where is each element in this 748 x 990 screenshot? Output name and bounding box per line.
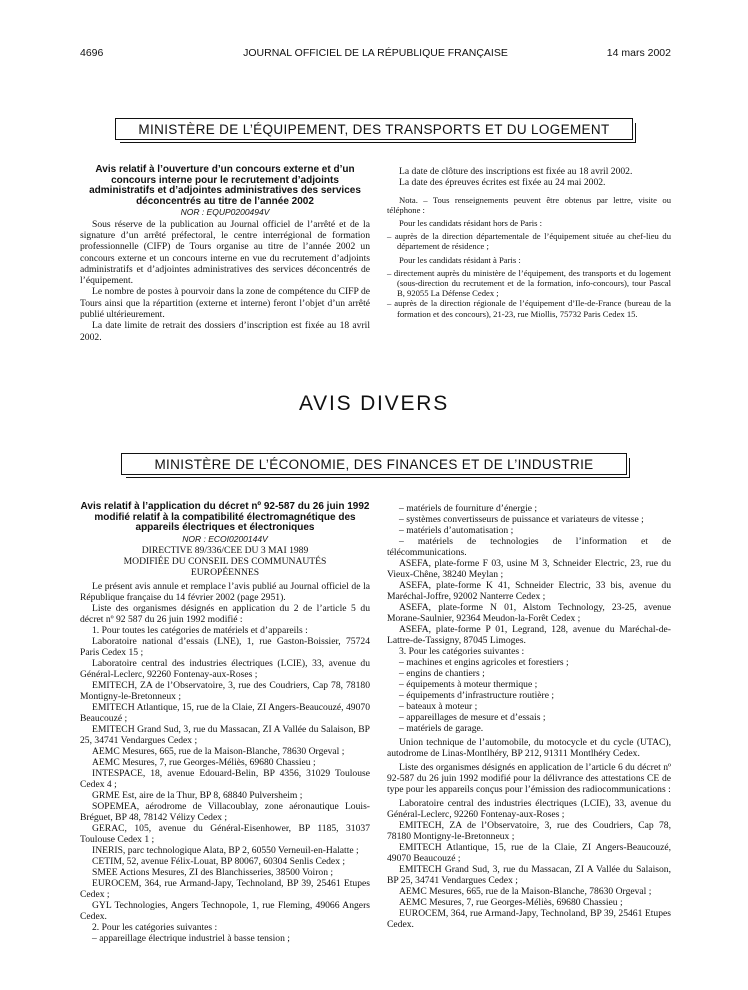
organism-entry: Laboratoire central des industries électriques (LCIE), 33, avenue du Général-Leclerc, 92260 Fontenay-aux-Roses ; (80, 657, 370, 680)
organism-entry: ASEFA, plate-forme K 41, Schneider Electric, 33 bis, avenue du Maréchal-Joffre, 92002 Nanterre Cedex ; (387, 580, 671, 602)
avis1-paris: Pour les candidats résidant à Paris : (399, 254, 521, 265)
utac-entry: Union technique de l’automobile, du motocycle et du cycle (UTAC), autodrome de Linas-Montlhéry, BP 212, 91311 Montlhéry Cedex. (387, 737, 671, 759)
avis2-title: Avis relatif à l’application du décret nº 92-587 du 26 juin 1992 modifié relatif à la compatibilité électromagnétique des appareils électriques et électroniques (80, 501, 370, 534)
organism-entry: EUROCEM, 364, rue Armand-Japy, Technoland, BP 39, 25461 Etupes Cedex. (387, 908, 671, 930)
ministry-title: MINISTÈRE DE L’ÉCONOMIE, DES FINANCES ET DE L’INDUSTRIE (154, 457, 594, 472)
issue-date: 14 mars 2002 (606, 47, 671, 59)
category-item: – bateaux à moteur ; (399, 701, 478, 712)
category-item: – équipements à moteur thermique ; (399, 679, 538, 690)
organism-entry: GRME Est, aire de la Thur, BP 8, 68840 Pulversheim ; (92, 789, 303, 801)
avis1-nor: NOR : EQUP0200494V (180, 207, 270, 218)
organism-entry: EMITECH Grand Sud, 3, rue du Massacan, ZI A Vallée du Salaison, BP 25, 34741 Vendargues Cedex ; (387, 864, 671, 886)
avis1-para-3: La date limite de retrait des dossiers d’inscription est fixée au 18 avril 2002. (80, 320, 370, 343)
organism-entry: EMITECH Atlantique, 15, rue de la Claie, ZI Angers-Beaucouzé, 49070 Beaucouzé ; (387, 842, 671, 864)
avis1-note: Nota. – Tous renseignements peuvent être obtenus par lettre, visite ou téléphone : (387, 194, 671, 215)
category-item: – appareillage électrique industriel à basse tension ; (92, 932, 290, 944)
ministry-box-economie (121, 453, 627, 475)
organism-entry: EMITECH Grand Sud, 3, rue du Massacan, ZI A Vallée du Salaison, BP 25, 34741 Vendargues Cedex ; (80, 723, 370, 746)
avis1-para-2: Le nombre de postes à pourvoir dans la zone de compétence du CIFP de Tours ainsi que la répartition (externe et interne) feront l’objet d’un arrêté publié ultérieurement. (80, 286, 370, 321)
organism-entry: EMITECH, ZA de l’Observatoire, 3, rue des Coudriers, Cap 78, 78180 Montigny-le-Bretonneux ; (80, 679, 370, 702)
organism-entry: SOPEMEA, aérodrome de Villacoublay, zone aéronautique Louis-Bréguet, BP 48, 78142 Vélizy Cedex ; (80, 800, 370, 823)
avis2-right-column (387, 503, 671, 930)
organism-entry: ASEFA, plate-forme N 01, Alstom Technology, 23-25, avenue Morane-Saulnier, 92364 Meudon-la-Forêt Cedex ; (387, 602, 671, 624)
avis1-paris-item: – directement auprès du ministère de l’équipement, des transports et du logement (sous-direction du recrutement et de la formation, info-concours), tour Pascal B, 92055 La Défense Cedex ; (387, 267, 671, 299)
article6-intro: Liste des organismes désignés en application de l’article 6 du décret nº 92-587 du 26 juin 1992 modifié pour la délivrance des attestations CE de type pour les appareils conçus pour l’émission des radiocommunications : (387, 762, 671, 795)
ministry-box-equipement (115, 118, 633, 140)
organism-entry: GERAC, 105, avenue du Général-Eisenhower, BP 1185, 31037 Toulouse Cedex 1 ; (80, 822, 370, 845)
section-heading: 1. Pour toutes les catégories de matériels et d’appareils : (92, 624, 308, 636)
organism-entry: INERIS, parc technologique Alata, BP 2, 60550 Verneuil-en-Halatte ; (92, 844, 359, 856)
avis1-hors-paris: Pour les candidats résidant hors de Paris : (399, 218, 542, 228)
category-item: – appareillages de mesure et d’essais ; (399, 712, 546, 723)
organism-entry: GYL Technologies, Angers Technopole, 1, rue Fleming, 49066 Angers Cedex. (80, 899, 370, 922)
avis2-intro: Liste des organismes désignés en application du 2 de l’article 5 du décret nº 92 587 du 26 juin 1992 modifié : (80, 602, 370, 625)
organism-entry: ASEFA, plate-forme F 03, usine M 3, Schneider Electric, 23, rue du Vieux-Chêne, 38240 Meylan ; (387, 558, 671, 580)
avis2-intro: Le présent avis annule et remplace l’avis publié au Journal officiel de la République française du 14 février 2002 (page 2951). (80, 580, 370, 603)
organism-entry: SMEE Actions Mesures, ZI des Blanchisseries, 38500 Voiron ; (92, 866, 334, 878)
avis1-right-column (387, 166, 671, 319)
avis1-hors-paris-item: – auprès de la direction départementale de l’équipement située au chef-lieu du département de résidence ; (387, 231, 671, 252)
page-number: 4696 (80, 47, 104, 59)
avis1-cloture: La date de clôture des inscriptions est fixée au 18 avril 2002. (399, 166, 633, 177)
organism-entry: EUROCEM, 364, rue Armand-Japy, Technoland, BP 39, 25461 Etupes Cedex ; (80, 877, 370, 900)
organism-entry: CETIM, 52, avenue Félix-Louat, BP 80067, 60304 Senlis Cedex ; (92, 855, 346, 867)
directive-heading: DIRECTIVE 89/336/CEE DU 3 MAI 1989 MODIFIÉE DU CONSEIL DES COMMUNAUTÉS EUROPÉENNES (123, 544, 327, 578)
category-item: – engins de chantiers ; (399, 668, 485, 679)
ministry-title: MINISTÈRE DE L’ÉQUIPEMENT, DES TRANSPORTS ET DU LOGEMENT (138, 122, 610, 137)
organism-entry: Laboratoire central des industries électriques (LCIE), 33, avenue du Général-Leclerc, 92260 Fontenay-aux-Roses ; (387, 798, 671, 820)
organism-entry: Laboratoire national d’essais (LNE), 1, rue Gaston-Boissier, 75724 Paris Cedex 15 ; (80, 635, 370, 658)
running-header (80, 47, 671, 61)
avis1-epreuves: La date des épreuves écrites est fixée au 24 mai 2002. (399, 177, 606, 189)
organism-entry: EMITECH, ZA de l’Observatoire, 3, rue des Coudriers, Cap 78, 78180 Montigny-le-Bretonneux ; (387, 820, 671, 842)
category-item: – matériels de technologies de l’information et de télécommunications. (387, 536, 671, 558)
organism-entry: AEMC Mesures, 665, rue de la Maison-Blanche, 78630 Orgeval ; (399, 886, 652, 897)
organism-entry: AEMC Mesures, 7, rue Georges-Méliès, 69680 Chassieu ; (92, 756, 316, 768)
avis2-left-column (80, 502, 370, 944)
organisms-list (387, 558, 671, 646)
section-heading-avis-divers: AVIS DIVERS (298, 392, 450, 415)
organism-entry: AEMC Mesures, 665, rue de la Maison-Blanche, 78630 Orgeval ; (92, 745, 345, 757)
avis1-left-column (80, 165, 370, 343)
category-list (387, 657, 671, 734)
avis2-nor: NOR : ECOI0200144V (182, 533, 268, 544)
category-item: – matériels d’automatisation ; (399, 525, 514, 536)
avis1-title: Avis relatif à l’ouverture d’un concours externe et d’un concours interne pour le recrutement d’adjoints administratifs et d’adjointes administratives des services déconcentrés au titre de l’année 2002 (89, 164, 361, 207)
section-heading: 3. Pour les catégories suivantes : (399, 646, 525, 657)
journal-title: JOURNAL OFFICIEL DE LA RÉPUBLIQUE FRANÇAISE (243, 47, 508, 59)
category-item: – matériels de garage. (399, 723, 484, 734)
category-item: – systèmes convertisseurs de puissance et variateurs de vitesse ; (399, 514, 644, 525)
organisms-list (80, 636, 370, 922)
category-list (387, 503, 671, 558)
avis1-para-1: Sous réserve de la publication au Journal officiel de l’arrêté et de la signature d’un arrêté préfectoral, le centre interrégional de formation professionnelle (CIFP) de Tours organise au titre de l’année 2002 un concours externe et un concours interne en vue du recrutement d’adjoints administratifs et d’adjointes administratives des services déconcentrés de l’équipement. (80, 218, 370, 287)
organism-entry: AEMC Mesures, 7, rue Georges-Méliès, 69680 Chassieu ; (399, 897, 623, 908)
category-item: – matériels de fourniture d’énergie ; (399, 503, 538, 514)
section-heading: 2. Pour les catégories suivantes : (92, 921, 218, 933)
organism-entry: ASEFA, plate-forme P 01, Legrand, 128, avenue du Maréchal-de-Lattre-de-Tassigny, 87045 Limoges. (387, 624, 671, 646)
category-item: – machines et engins agricoles et forestiers ; (399, 657, 569, 668)
organism-entry: INTESPACE, 18, avenue Edouard-Belin, BP 4356, 31029 Toulouse Cedex 4 ; (80, 767, 370, 790)
organism-entry: EMITECH Atlantique, 15, rue de la Claie, ZI Angers-Beaucouzé, 49070 Beaucouzé ; (80, 701, 370, 724)
organisms-list (387, 798, 671, 930)
category-item: – équipements d’infrastructure routière ; (399, 690, 555, 701)
avis1-paris-item: – auprès de la direction régionale de l’équipement d’Ile-de-France (bureau de la formation et des concours), 21-23, rue Miollis, 75732 Paris Cedex 15. (387, 298, 671, 319)
